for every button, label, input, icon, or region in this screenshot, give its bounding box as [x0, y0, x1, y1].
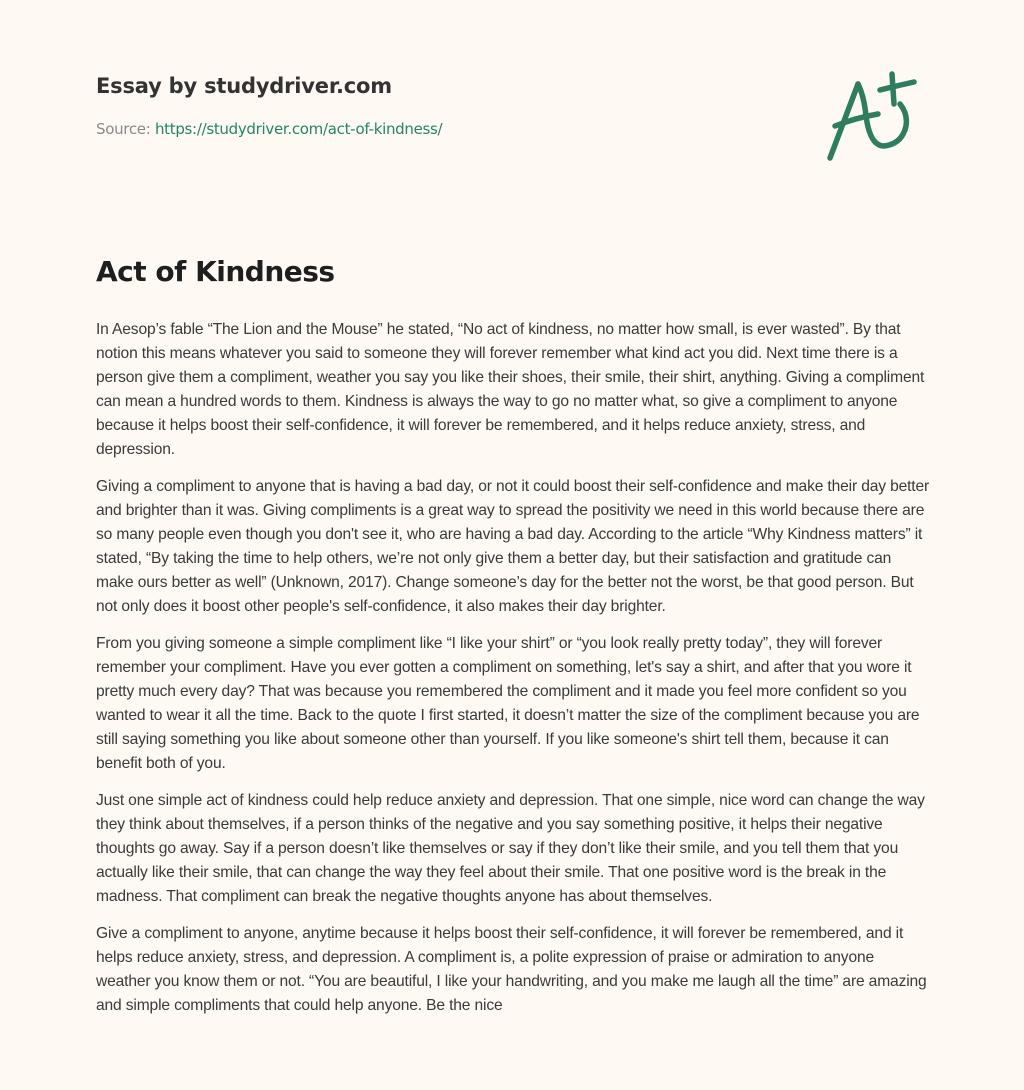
essay-paragraph: In Aesop’s fable “The Lion and the Mouse” he stated, “No act of kindness, no matter how small, is ever wasted”. By that notion this means whatever you said to someone they will forever remember what kind act you did. Next time there is a person give them a compliment, weather you say you like their shoes, their smile, their shirt, anything. Giving a compliment can mean a hundred words to them. Kindness is always the way to go no matter what, so give a compliment to anyone because it helps boost their self-confidence, it will forever be remembered, and it helps reduce anxiety, stress, and depression. — [96, 321, 925, 458]
page-header — [96, 74, 442, 138]
essay-paragraph: From you giving someone a simple compliment like “I like your shirt” or “you look really pretty today”, they will forever remember your compliment. Have you ever gotten a compliment on something, let's say a shirt, and after that you wore it pretty much every day? That was because you remembered the compliment and it made you feel more confident so you wanted to wear it all the time. Back to the quote I first started, it doesn’t matter the size of the compliment because you are still saying something you like about someone other than yourself. If you like someone's shirt tell them, because it can benefit both of you. — [96, 635, 920, 772]
essay-title: Act of Kindness — [96, 255, 335, 288]
essay-paragraph: Just one simple act of kindness could help reduce anxiety and depression. That one simple, nice word can change the way they think about themselves, if a person thinks of the negative and you say something positive, it helps their negative thoughts go away. Say if a person doesn’t like themselves or say if they don’t like their smile, and you tell them that you actually like their smile, that can change the way they feel about their smile. That one positive word is the break in the madness. That compliment can break the negative thoughts anyone has about themselves. — [96, 792, 925, 905]
source-link[interactable]: https://studydriver.com/act-of-kindness/ — [154, 120, 443, 138]
essay-paragraph: Giving a compliment to anyone that is having a bad day, or not it could boost their self-confidence and make their day better and brighter than it was. Giving compliments is a great way to spread the positivity we need in this world because there are so many people even though you don't see it, who are having a bad day. According to the article “Why Kindness matters” it stated, “By taking the time to help others, we’re not only give them a better day, but their satisfaction and gratitude can make ours better as well” (Unknown, 2017). Change someone’s day for the better not the worst, be that good person. But not only does it boost other people's self-confidence, it also makes their day brighter. — [96, 478, 930, 615]
essay-paragraph: Give a compliment to anyone, anytime because it helps boost their self-confidence, it will forever be remembered, and it helps reduce anxiety, stress, and depression. A compliment is, a polite expression of praise or admiration to anyone weather you know them or not. “You are beautiful, I like your handwriting, and you make me laugh all the time” are amazing and simple compliments that could help anyone. Be the nice — [96, 925, 927, 1014]
source-label: Source: — [96, 120, 151, 138]
source-line — [96, 120, 442, 138]
a-plus-grade-icon — [820, 66, 930, 166]
essay-body — [96, 318, 932, 1031]
site-title: Essay by studydriver.com — [96, 74, 392, 98]
